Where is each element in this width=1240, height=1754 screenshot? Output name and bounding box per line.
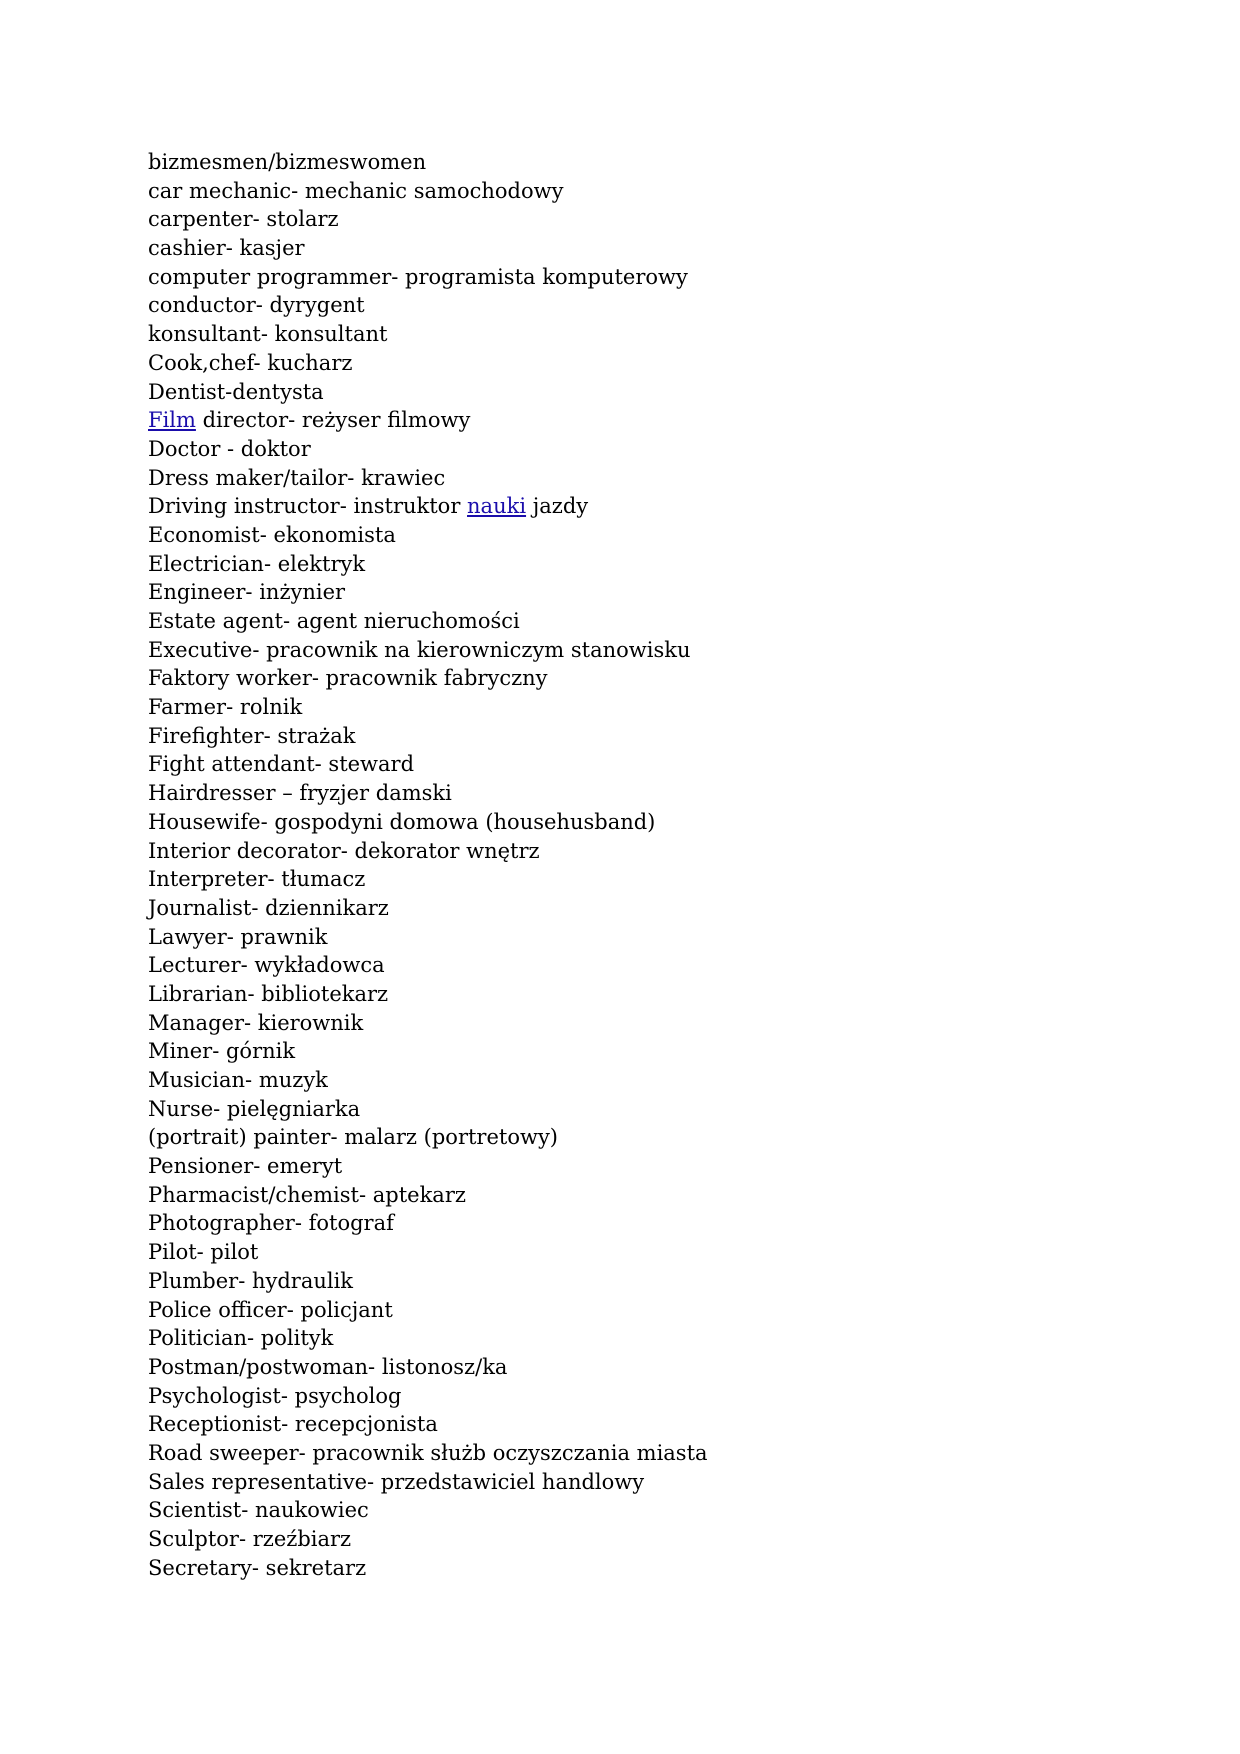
vocabulary-line bbox=[148, 406, 708, 435]
vocabulary-line: Lawyer- prawnik bbox=[148, 924, 328, 949]
vocabulary-line: Interior decorator- dekorator wnętrz bbox=[148, 838, 540, 863]
line-text-before-link: Driving instructor- instruktor bbox=[148, 494, 468, 519]
vocabulary-line: Nurse- pielęgniarka bbox=[148, 1096, 361, 1121]
vocabulary-line: Scientist- naukowiec bbox=[148, 1498, 369, 1523]
vocabulary-line: Hairdresser – fryzjer damski bbox=[148, 781, 452, 806]
vocabulary-line: Postman/postwoman- listonosz/ka bbox=[148, 1354, 508, 1379]
vocabulary-line: conductor- dyrygent bbox=[148, 293, 365, 318]
vocabulary-line: Interpreter- tłumacz bbox=[148, 867, 366, 892]
vocabulary-line: Engineer- inżynier bbox=[148, 580, 346, 605]
vocabulary-line: Sales representative- przedstawiciel handlowy bbox=[148, 1469, 645, 1494]
vocabulary-line: Dentist-dentysta bbox=[148, 379, 324, 404]
vocabulary-line: Sculptor- rzeźbiarz bbox=[148, 1527, 352, 1551]
hyperlink[interactable]: Film bbox=[148, 408, 196, 433]
vocabulary-line: Secretary- sekretarz bbox=[148, 1555, 367, 1580]
vocabulary-line: Miner- górnik bbox=[148, 1039, 296, 1064]
vocabulary-line: Pilot- pilot bbox=[148, 1240, 259, 1265]
vocabulary-line: Pensioner- emeryt bbox=[148, 1154, 343, 1179]
vocabulary-line bbox=[148, 492, 708, 521]
line-text-after-link: jazdy bbox=[526, 494, 589, 519]
vocabulary-line: Farmer- rolnik bbox=[148, 695, 303, 720]
vocabulary-line: Librarian- bibliotekarz bbox=[148, 981, 389, 1006]
vocabulary-line: Politician- polityk bbox=[148, 1326, 334, 1351]
vocabulary-line: cashier- kasjer bbox=[148, 236, 305, 261]
vocabulary-line: computer programmer- programista komputerowy bbox=[148, 264, 688, 289]
vocabulary-line: car mechanic- mechanic samochodowy bbox=[148, 178, 564, 203]
vocabulary-line: Housewife- gospodyni domowa (househusband) bbox=[148, 809, 656, 834]
vocabulary-line: Executive- pracownik na kierowniczym stanowisku bbox=[148, 637, 691, 662]
vocabulary-line: Economist- ekonomista bbox=[148, 522, 396, 547]
vocabulary-line: Musician- muzyk bbox=[148, 1068, 328, 1092]
vocabulary-line: konsultant- konsultant bbox=[148, 322, 388, 347]
vocabulary-line: Faktory worker- pracownik fabryczny bbox=[148, 666, 548, 691]
vocabulary-line: Fight attendant- steward bbox=[148, 752, 415, 777]
vocabulary-line: carpenter- stolarz bbox=[148, 207, 339, 232]
vocabulary-line: Manager- kierownik bbox=[148, 1010, 364, 1035]
vocabulary-line: (portrait) painter- malarz (portretowy) bbox=[148, 1125, 559, 1150]
vocabulary-line: Police officer- policjant bbox=[148, 1297, 393, 1322]
vocabulary-line: Receptionist- recepcjonista bbox=[148, 1412, 438, 1437]
vocabulary-line: Pharmacist/chemist- aptekarz bbox=[148, 1182, 466, 1207]
vocabulary-line: Photographer- fotograf bbox=[148, 1211, 394, 1236]
vocabulary-line: Estate agent- agent nieruchomości bbox=[148, 609, 520, 633]
vocabulary-line: Psychologist- psycholog bbox=[148, 1383, 402, 1408]
vocabulary-line: Doctor - doktor bbox=[148, 436, 311, 461]
vocabulary-line: Road sweeper- pracownik służb oczyszczania miasta bbox=[148, 1440, 708, 1465]
vocabulary-line: Cook,chef- kucharz bbox=[148, 350, 353, 375]
vocabulary-line: bizmesmen/bizmeswomen bbox=[148, 150, 427, 174]
line-text-after-link: director- reżyser filmowy bbox=[195, 408, 471, 433]
vocabulary-list bbox=[148, 148, 708, 1582]
vocabulary-line: Electrician- elektryk bbox=[148, 551, 366, 576]
vocabulary-line: Dress maker/tailor- krawiec bbox=[148, 465, 446, 490]
vocabulary-line: Journalist- dziennikarz bbox=[148, 895, 389, 920]
hyperlink[interactable]: nauki bbox=[467, 494, 527, 519]
vocabulary-line: Plumber- hydraulik bbox=[148, 1268, 354, 1293]
vocabulary-line: Lecturer- wykładowca bbox=[148, 953, 385, 978]
vocabulary-line: Firefighter- strażak bbox=[148, 723, 356, 748]
